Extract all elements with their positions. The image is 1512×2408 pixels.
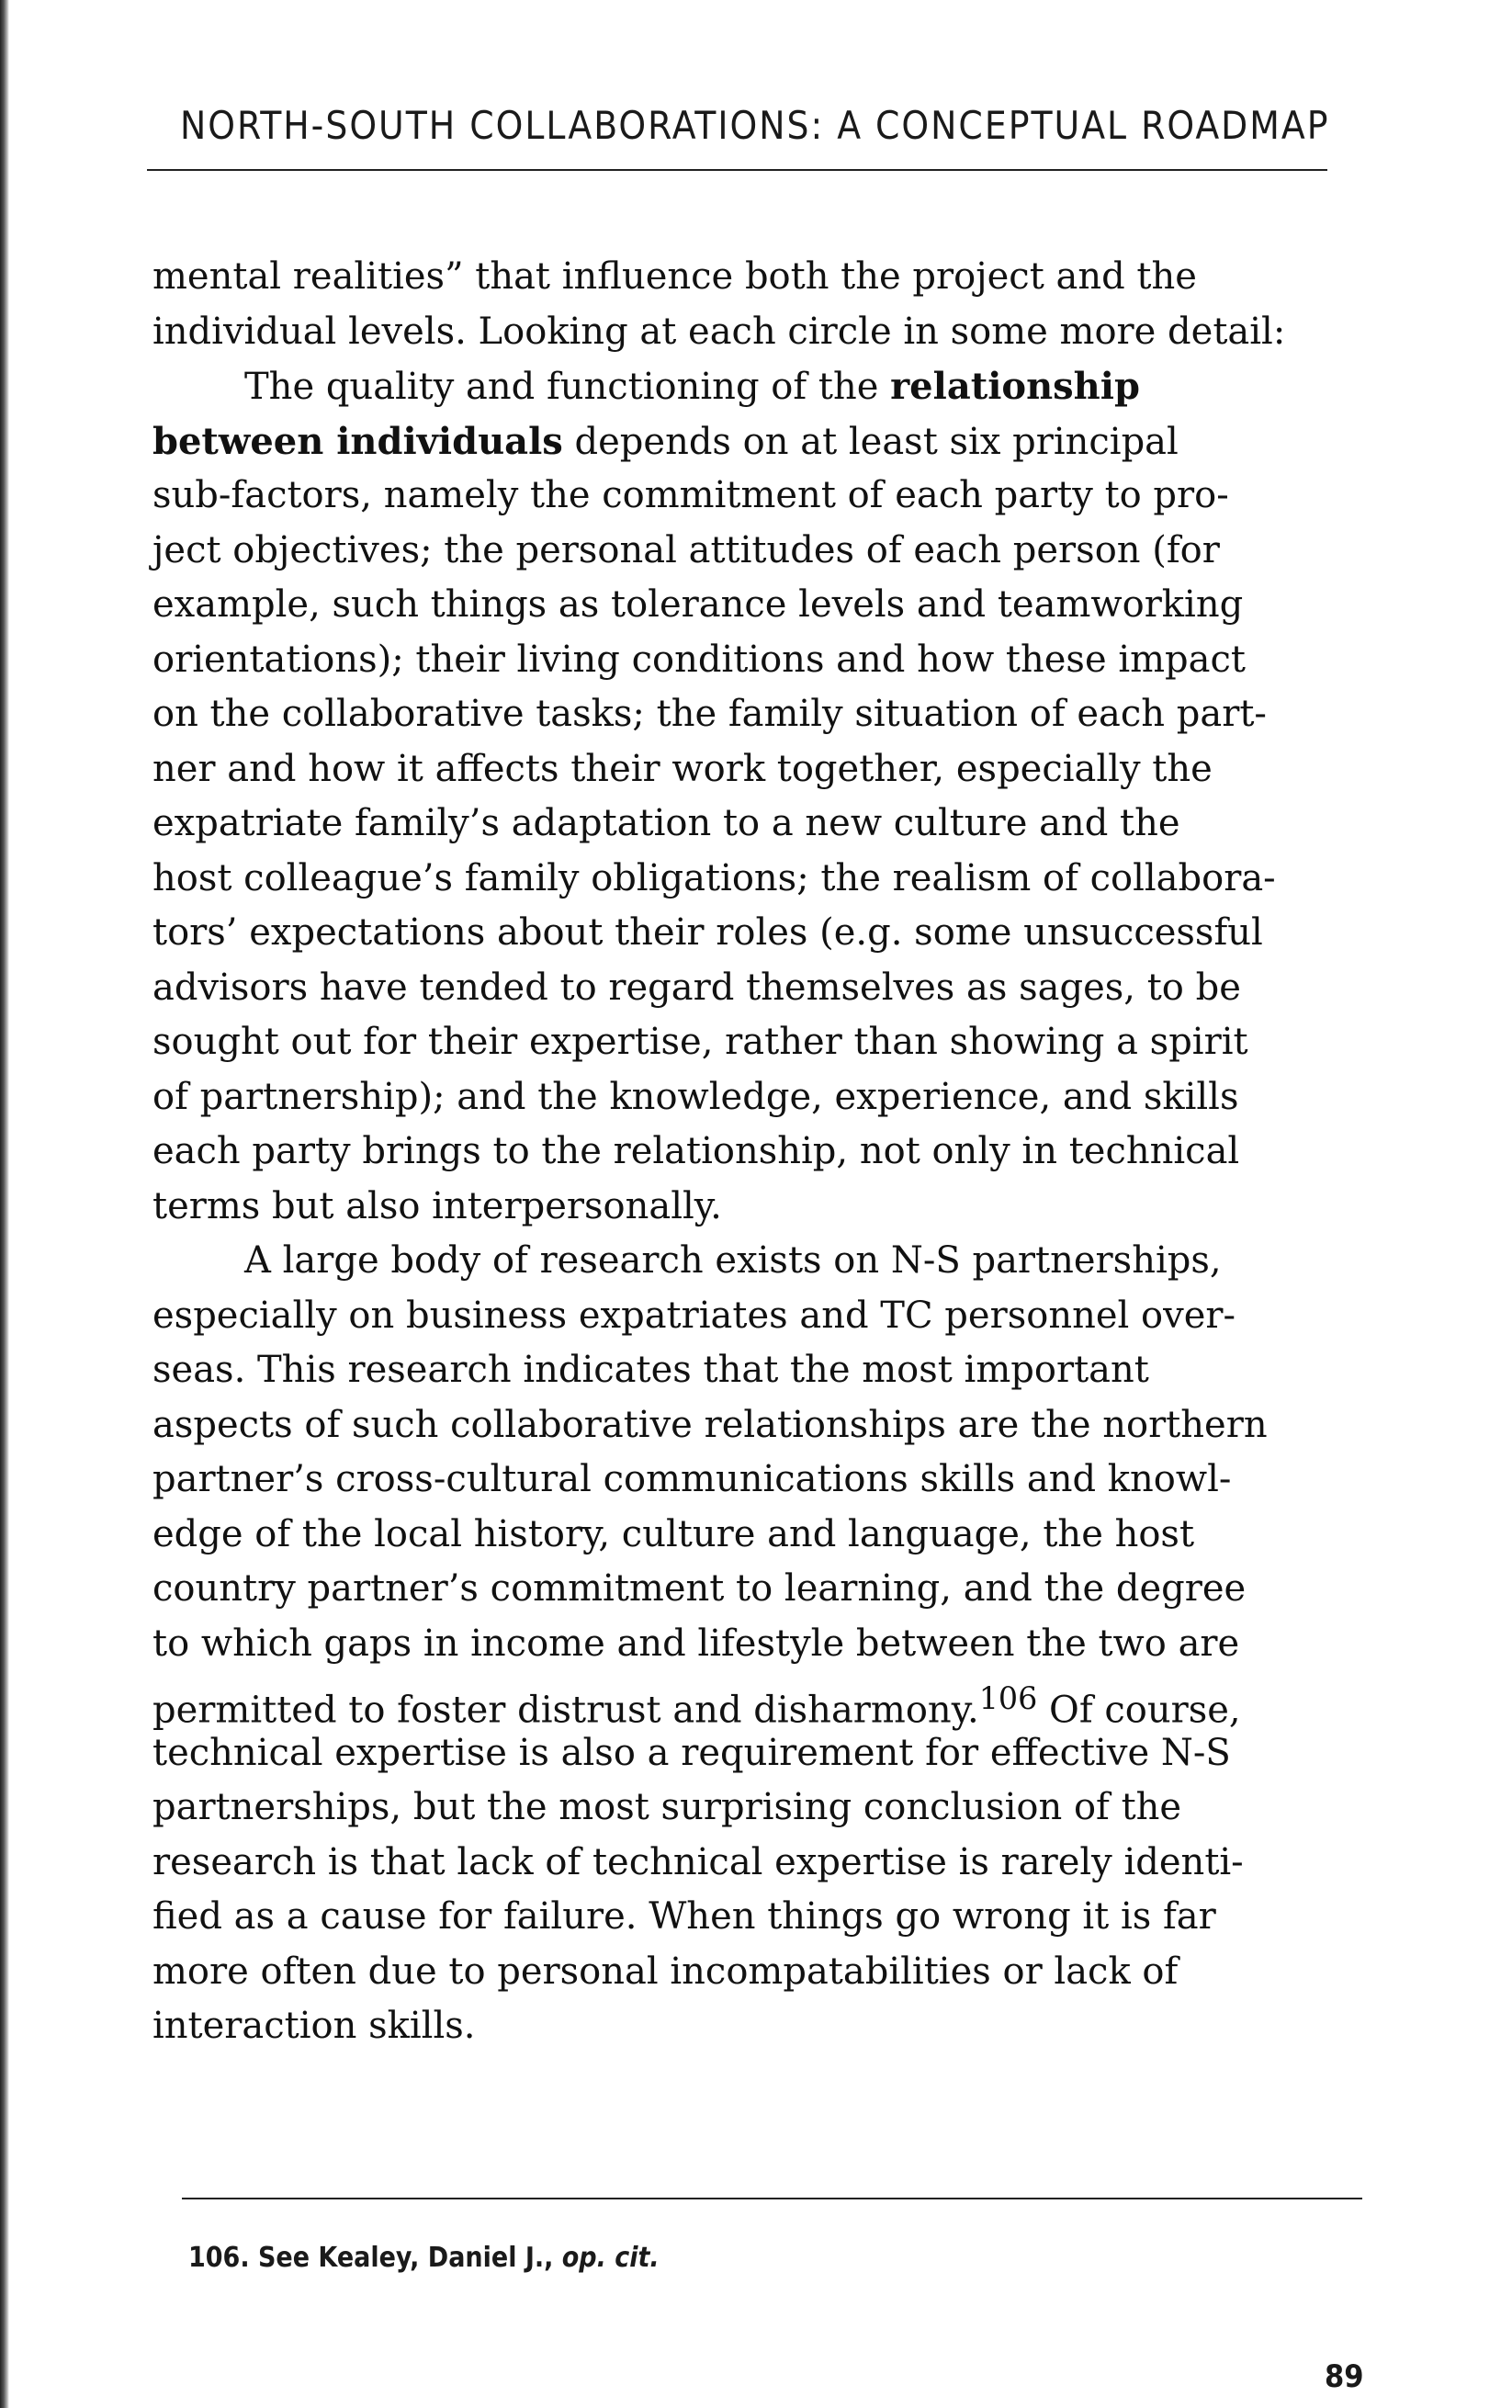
text-line: terms but also interpersonally. [152, 1184, 722, 1227]
running-head: NORTH-SOUTH COLLABORATIONS: A CONCEPTUAL ROADMAP [180, 103, 1330, 148]
page-number: 89 [1325, 2358, 1364, 2395]
text-line [152, 1671, 1347, 1732]
text-line: interaction skills. [152, 2005, 476, 2047]
text-line: ject objectives; the personal attitudes of each person (for [152, 528, 1220, 571]
text-line: research is that lack of technical expertise is rarely identi- [152, 1840, 1244, 1883]
body-text [152, 250, 1347, 2054]
text-line: sought out for their expertise, rather than showing a spirit [152, 1021, 1248, 1063]
text-line: aspects of such collaborative relationships are the northern [152, 1403, 1268, 1446]
text-line: especially on business expatriates and TC personnel over- [152, 1294, 1236, 1337]
text-line: ner and how it affects their work together, especially the [152, 747, 1213, 790]
text-run: The quality and functioning of the [244, 366, 891, 408]
text-line: each party brings to the relationship, not only in technical [152, 1130, 1240, 1172]
text-line: country partner’s commitment to learning, and the degree [152, 1567, 1247, 1610]
bold-term: relationship [890, 365, 1140, 408]
text-run: Of course, [1037, 1689, 1241, 1732]
text-run: depends on at least six principal [562, 420, 1179, 463]
text-line: expatriate family’s adaptation to a new culture and the [152, 802, 1180, 844]
text-line: partnerships, but the most surprising conclusion of the [152, 1786, 1182, 1828]
text-line: seas. This research indicates that the most important [152, 1349, 1149, 1391]
text-run: permitted to foster distrust and disharmony. [152, 1689, 979, 1732]
text-line: tors’ expectations about their roles (e.g. some unsuccessful [152, 911, 1263, 954]
text-line: partner’s cross-cultural communications skills and knowl- [152, 1458, 1232, 1500]
footnote-number: 106. [188, 2242, 250, 2274]
page-binding-edge [0, 0, 9, 2408]
text-line: A large body of research exists on N-S partnerships, [244, 1239, 1222, 1282]
text-line: sub-factors, namely the commitment of each party to pro- [152, 474, 1229, 516]
text-line: technical expertise is also a requirement for effective N-S [152, 1731, 1231, 1774]
text-line: example, such things as tolerance levels and teamworking [152, 583, 1244, 626]
bold-term: between individuals [152, 419, 563, 463]
text-line: more often due to personal incompatabilities or lack of [152, 1950, 1179, 1993]
text-line: edge of the local history, culture and language, the host [152, 1512, 1195, 1555]
text-line: advisors have tended to regard themselves as sages, to be [152, 966, 1241, 1009]
text-line: fied as a cause for failure. When things go wrong it is far [152, 1895, 1216, 1938]
text-line: host colleague’s family obligations; the realism of collabora- [152, 856, 1276, 899]
footnote-text: See Kealey, Daniel J., [257, 2242, 554, 2274]
footnote-reference: 106 [978, 1680, 1038, 1716]
text-line [152, 359, 1347, 414]
footnote-italic: op. cit. [561, 2242, 660, 2274]
footnote [188, 2242, 660, 2274]
footnote-rule [182, 2198, 1362, 2199]
text-line: on the collaborative tasks; the family situation of each part- [152, 693, 1267, 735]
text-line: of partnership); and the knowledge, experience, and skills [152, 1075, 1239, 1118]
running-head-rule [147, 169, 1327, 171]
text-line: individual levels. Looking at each circle in some more detail: [152, 310, 1286, 353]
text-line: to which gaps in income and lifestyle between the two are [152, 1622, 1240, 1665]
text-line: mental realities” that influence both the project and the [152, 255, 1197, 298]
text-line [152, 414, 1347, 469]
text-line: orientations); their living conditions and how these impact [152, 638, 1246, 681]
